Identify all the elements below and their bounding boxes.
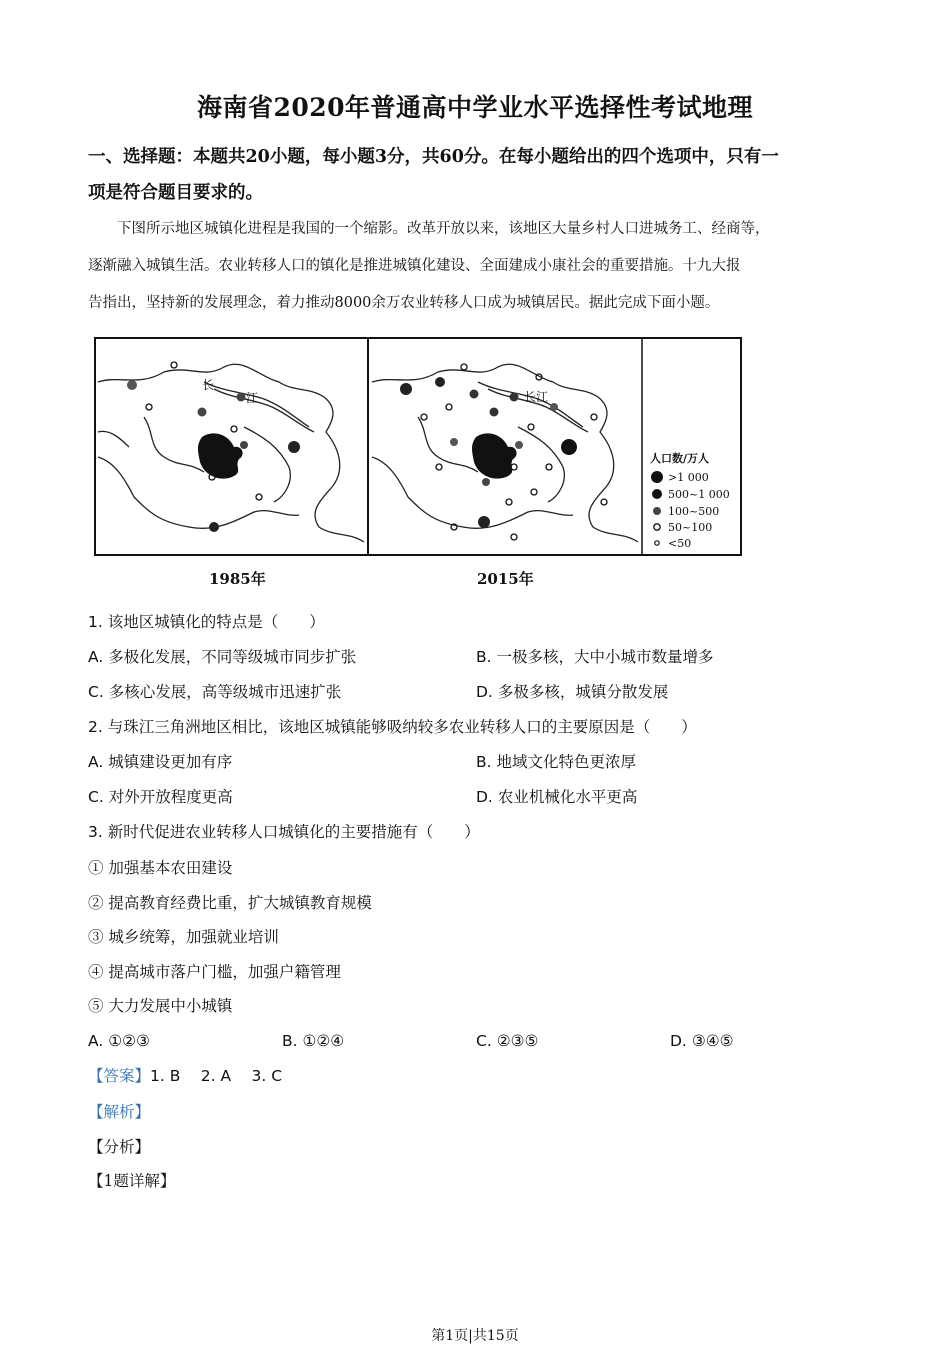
fenxi-label: 【分析】 xyxy=(88,1138,151,1156)
detail-label: 【1题详解】 xyxy=(88,1172,176,1190)
answer-line xyxy=(88,1066,282,1086)
question-1-number: 1. xyxy=(88,613,103,631)
question-3-measure-3: ③ 城乡统筹，加强就业培训 xyxy=(88,928,279,946)
section-heading-line1: 一、选择题：本题共20小题，每小题3分，共60分。在每小题给出的四个选项中，只有一 xyxy=(88,147,779,167)
question-3-measure-2: ② 提高教育经费比重，扩大城镇教育规模 xyxy=(88,894,372,912)
legend-item-5: <50 xyxy=(668,537,692,550)
question-1-option-d: D. 多极多核，城镇分散发展 xyxy=(476,683,669,701)
answer-label: 【答案】 xyxy=(88,1067,151,1085)
question-1-option-b: B. 一极多核，大中小城市数量增多 xyxy=(476,648,714,666)
legend-title: 人口数/万人 xyxy=(650,452,710,465)
question-3-text: 新时代促进农业转移人口城镇化的主要措施有（ ） xyxy=(107,823,480,841)
question-2-stem xyxy=(88,717,697,737)
map-1985-caption: 1985年 xyxy=(209,570,266,588)
question-1-option-c: C. 多核心发展，高等级城市迅速扩张 xyxy=(88,683,342,701)
question-3-measure-4: ④ 提高城市落户门槛，加强户籍管理 xyxy=(88,963,341,981)
question-3-option-c: C. ②③⑤ xyxy=(476,1032,539,1050)
legend-item-4: 50~100 xyxy=(668,521,713,534)
question-1-stem xyxy=(88,612,325,632)
map-2015-river-label: 长江 xyxy=(524,390,549,404)
section-heading-line2: 项是符合题目要求的。 xyxy=(88,183,263,203)
question-2-option-a: A. 城镇建设更加有序 xyxy=(88,753,233,771)
legend-item-2: 500~1 000 xyxy=(668,488,730,501)
question-2-option-b: B. 地域文化特色更浓厚 xyxy=(476,753,637,771)
question-2-number: 2. xyxy=(88,718,103,736)
question-3-option-a: A. ①②③ xyxy=(88,1032,150,1050)
page-footer: 第1页|共15页 xyxy=(431,1328,519,1344)
question-1-option-a: A. 多极化发展，不同等级城市同步扩张 xyxy=(88,648,357,666)
question-3-measure-1: ① 加强基本农田建设 xyxy=(88,859,233,877)
question-2-text: 与珠江三角洲地区相比，该地区城镇能够吸纳较多农业转移人口的主要原因是（ ） xyxy=(107,718,697,736)
question-3-stem xyxy=(88,822,480,842)
question-2-option-c: C. 对外开放程度更高 xyxy=(88,788,233,806)
question-3-number: 3. xyxy=(88,823,103,841)
legend-item-3: 100~500 xyxy=(668,505,720,518)
analysis-label: 【解析】 xyxy=(88,1103,151,1121)
intro-line3: 告指出，坚持新的发展理念，着力推动8000余万农业转移人口成为城镇居民。据此完成下面小题。 xyxy=(88,295,720,311)
map-2015-caption: 2015年 xyxy=(477,570,534,588)
intro-line2: 逐渐融入城镇生活。农业转移人口的镇化是推进城镇化建设、全面建成小康社会的重要措施。十九大报 xyxy=(88,258,741,274)
urbanization-map-figure xyxy=(94,337,742,592)
question-1-text: 该地区城镇化的特点是（ ） xyxy=(107,613,325,631)
answer-value: 1. B 2. A 3. C xyxy=(150,1067,283,1085)
legend-item-1: >1 000 xyxy=(668,471,709,484)
question-3-option-b: B. ①②④ xyxy=(282,1032,345,1050)
question-2-option-d: D. 农业机械化水平更高 xyxy=(476,788,638,806)
page-title: 海南省2020年普通高中学业水平选择性考试地理 xyxy=(196,93,754,122)
question-3-option-d: D. ③④⑤ xyxy=(670,1032,734,1050)
map-1985-river-label-chang: 长 xyxy=(202,378,215,392)
question-3-measure-5: ⑤ 大力发展中小城镇 xyxy=(88,997,233,1015)
intro-paragraph xyxy=(88,211,868,248)
intro-line1: 下图所示地区城镇化进程是我国的一个缩影。改革开放以来，该地区大量乡村人口进城务工、经商等， xyxy=(117,221,770,237)
map-1985-river-label-jiang: 江 xyxy=(246,391,259,405)
